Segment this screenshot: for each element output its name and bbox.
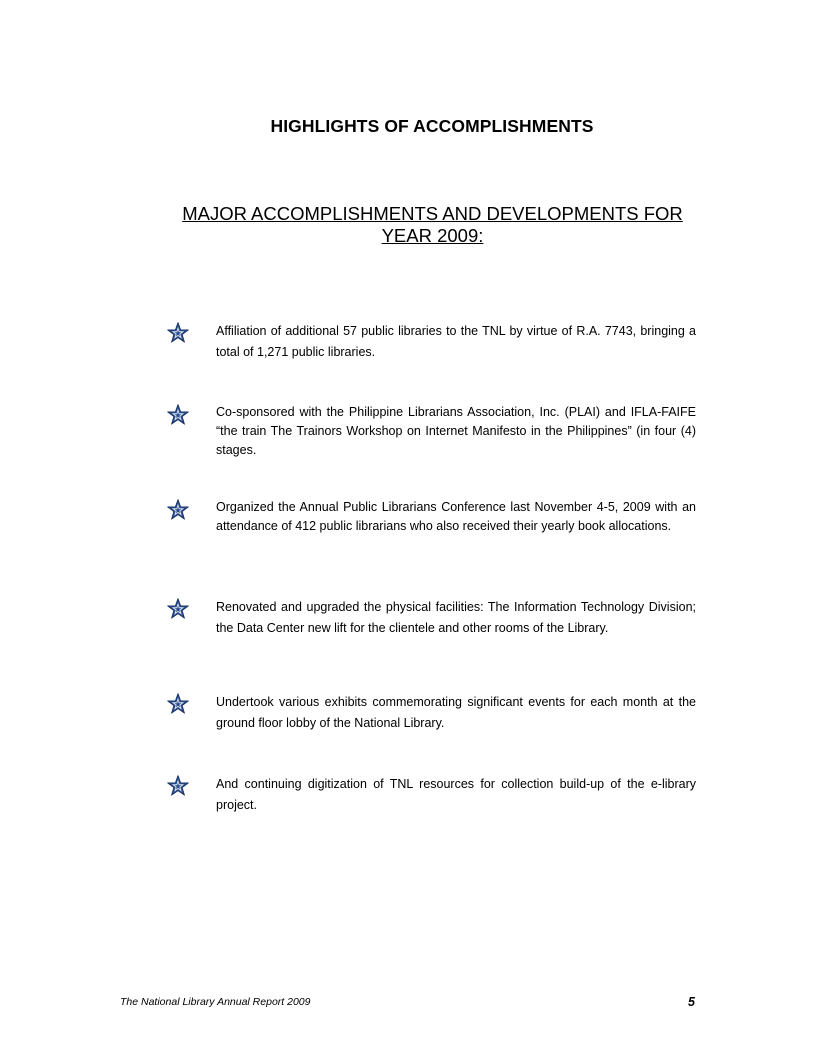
accomplishment-text: Renovated and upgraded the physical facilities: The Information Technology Division; the Data Center new lift for the clientele and other rooms of the Library.: [216, 600, 696, 635]
accomplishment-text: Organized the Annual Public Librarians Conference last November 4-5, 2009 with an attendance of 412 public librarians who also received their yearly book allocations.: [216, 500, 696, 533]
star-bullet-icon: [166, 403, 190, 427]
star-bullet-icon: [166, 498, 190, 522]
accomplishment-text: And continuing digitization of TNL resources for collection build-up of the e-library project.: [216, 777, 696, 812]
accomplishment-text: Undertook various exhibits commemorating significant events for each month at the ground floor lobby of the National Library.: [216, 695, 696, 730]
section-heading-line-2: YEAR 2009:: [381, 225, 484, 246]
star-bullet-icon: [166, 692, 190, 716]
star-bullet-icon: [166, 597, 190, 621]
section-heading-line-1: MAJOR ACCOMPLISHMENTS AND DEVELOPMENTS FOR: [182, 203, 683, 224]
accomplishment-text: Affiliation of additional 57 public libraries to the TNL by virtue of R.A. 7743, bringing a total of 1,271 public libraries.: [216, 324, 696, 359]
page-title: HIGHLIGHTS OF ACCOMPLISHMENTS: [270, 116, 594, 136]
page-number: 5: [688, 995, 695, 1009]
star-bullet-icon: [166, 774, 190, 798]
star-bullet-icon: [166, 321, 190, 345]
accomplishment-text: Co-sponsored with the Philippine Librarians Association, Inc. (PLAI) and IFLA-FAIFE “the train The Trainors Workshop on Internet Manifesto in the Philippines” (in four (4) stages.: [216, 405, 696, 457]
footer-report-title: The National Library Annual Report 2009: [120, 996, 311, 1008]
section-heading: [160, 203, 705, 247]
